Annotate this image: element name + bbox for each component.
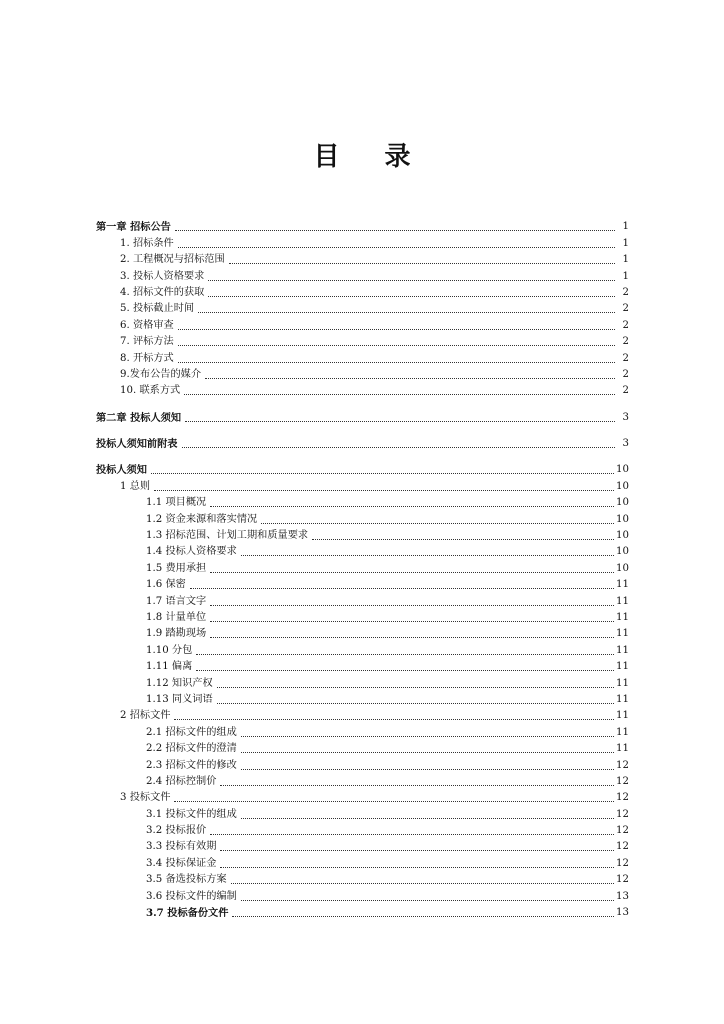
toc-entry-page: 11: [616, 579, 629, 591]
toc-entry-page: 10: [616, 480, 629, 492]
toc-entry[interactable]: [96, 333, 629, 349]
toc-entry-label: 1.13 同义词语: [146, 693, 213, 705]
toc-entry-page: 10: [616, 497, 629, 509]
toc-entry[interactable]: [96, 723, 629, 739]
toc-entry-page: 11: [616, 644, 629, 656]
toc-entry-label: 1.11 偏离: [146, 661, 193, 673]
toc-entry-label: 1.5 费用承担: [146, 562, 207, 574]
toc-dot-leader: [208, 280, 615, 281]
toc-entry-label: 2 招标文件: [120, 710, 171, 722]
toc-entry-page: 2: [622, 303, 629, 315]
toc-entry[interactable]: [96, 871, 629, 887]
toc-entry[interactable]: [96, 251, 629, 267]
toc-entry-page: 10: [616, 562, 629, 574]
page-title: 目 录: [313, 142, 429, 172]
toc-dot-leader: [210, 834, 614, 835]
toc-entry[interactable]: [96, 756, 629, 772]
toc-entry-label: 8. 开标方式: [120, 352, 174, 364]
toc-entry-page: 1: [622, 270, 629, 282]
toc-dot-leader: [220, 785, 614, 786]
toc-entry-page: 11: [616, 743, 629, 755]
toc-entry-page: 13: [616, 890, 629, 902]
table-of-contents: [96, 218, 629, 920]
toc-dot-leader: [178, 362, 615, 363]
toc-entry-page: 1: [622, 254, 629, 266]
toc-dot-leader: [241, 736, 614, 737]
toc-entry[interactable]: [96, 609, 629, 625]
toc-dot-leader: [190, 588, 614, 589]
toc-entry[interactable]: [96, 527, 629, 543]
toc-entry-label: 9.发布公告的媒介: [120, 368, 202, 380]
toc-dot-leader: [232, 916, 614, 917]
toc-entry-label: 第一章 招标公告: [96, 221, 171, 234]
toc-entry-page: 12: [616, 857, 629, 869]
toc-entry-page: 11: [616, 611, 629, 623]
toc-entry-label: 1 总则: [120, 480, 151, 492]
toc-entry-label: 6. 资格审查: [120, 319, 174, 331]
toc-entry-label: 1.12 知识产权: [146, 677, 213, 689]
toc-entry-page: 12: [616, 874, 629, 886]
toc-entry-label: 1.7 语言文字: [146, 595, 207, 607]
toc-entry-label: 3.4 投标保证金: [146, 857, 217, 869]
toc-entry-page: 10: [616, 530, 629, 542]
toc-dot-leader: [210, 506, 614, 507]
toc-entry-label: 2.4 招标控制价: [146, 775, 217, 787]
toc-entry[interactable]: [96, 674, 629, 690]
toc-entry-page: 11: [616, 628, 629, 640]
toc-entry-label: 5. 投标截止时间: [120, 303, 195, 315]
toc-entry-label: 7. 评标方法: [120, 336, 174, 348]
toc-entry[interactable]: [96, 477, 629, 493]
toc-entry[interactable]: [96, 382, 629, 398]
toc-entry-label: 1.6 保密: [146, 579, 186, 591]
toc-entry-page: 12: [616, 841, 629, 853]
toc-dot-leader: [154, 490, 614, 491]
toc-entry[interactable]: [96, 904, 629, 920]
toc-entry-label: 1.1 项目概况: [146, 497, 207, 509]
toc-entry-label: 2.2 招标文件的澄清: [146, 743, 237, 755]
toc-entry-page: 11: [616, 726, 629, 738]
toc-dot-leader: [241, 818, 614, 819]
toc-entry[interactable]: [96, 805, 629, 821]
toc-dot-leader: [261, 523, 614, 524]
toc-entry-label: 1.10 分包: [146, 644, 193, 656]
toc-entry-label: 1.2 资金来源和落实情况: [146, 513, 258, 525]
toc-entry-label: 3.3 投标有效期: [146, 841, 217, 853]
toc-dot-leader: [210, 572, 614, 573]
toc-entry-label: 第二章 投标人须知: [96, 411, 182, 424]
toc-entry-label: 3 投标文件: [120, 792, 171, 804]
toc-dot-leader: [196, 654, 614, 655]
toc-entry-page: 3: [622, 438, 629, 450]
toc-entry[interactable]: [96, 773, 629, 789]
toc-dot-leader: [241, 555, 614, 556]
toc-entry-page: 12: [616, 808, 629, 820]
toc-entry[interactable]: [96, 740, 629, 756]
toc-dot-leader: [205, 378, 615, 379]
toc-entry-label: 2. 工程概况与招标范围: [120, 254, 225, 266]
toc-dot-leader: [241, 769, 614, 770]
toc-entry-label: 1.4 投标人资格要求: [146, 546, 237, 558]
toc-entry[interactable]: [96, 838, 629, 854]
toc-entry-label: 1.9 踏勘现场: [146, 628, 207, 640]
toc-dot-leader: [182, 447, 616, 448]
toc-entry-label: 4. 招标文件的获取: [120, 286, 205, 298]
toc-entry-page: 13: [616, 907, 629, 919]
toc-entry-page: 2: [622, 286, 629, 298]
toc-entry[interactable]: [96, 854, 629, 870]
toc-dot-leader: [151, 473, 614, 474]
toc-entry-page: 1: [622, 237, 629, 249]
toc-entry[interactable]: [96, 576, 629, 592]
toc-dot-leader: [229, 263, 615, 264]
toc-entry-page: 10: [616, 546, 629, 558]
toc-entry-label: 投标人须知前附表: [96, 438, 178, 451]
toc-dot-leader: [220, 850, 614, 851]
toc-entry[interactable]: [96, 641, 629, 657]
toc-entry[interactable]: [96, 822, 629, 838]
toc-entry[interactable]: [96, 267, 629, 283]
toc-dot-leader: [198, 312, 615, 313]
toc-entry-page: 11: [616, 595, 629, 607]
toc-entry-page: 2: [622, 368, 629, 380]
toc-entry-label: 1.8 计量单位: [146, 611, 207, 623]
toc-entry[interactable]: [96, 435, 629, 451]
toc-entry-page: 11: [616, 710, 629, 722]
toc-entry-page: 1: [622, 221, 629, 233]
toc-dot-leader: [210, 621, 614, 622]
toc-dot-leader: [178, 247, 615, 248]
toc-entry[interactable]: [96, 691, 629, 707]
toc-entry-label: 投标人须知: [96, 464, 147, 477]
toc-dot-leader: [174, 801, 614, 802]
toc-entry-page: 3: [622, 411, 629, 423]
toc-dot-leader: [231, 883, 614, 884]
toc-entry-page: 12: [616, 775, 629, 787]
toc-entry[interactable]: [96, 658, 629, 674]
toc-entry-page: 12: [616, 825, 629, 837]
toc-entry[interactable]: [96, 494, 629, 510]
toc-entry[interactable]: [96, 408, 629, 424]
toc-dot-leader: [210, 637, 614, 638]
toc-dot-leader: [208, 296, 615, 297]
toc-entry[interactable]: [96, 349, 629, 365]
toc-entry-label: 3.2 投标报价: [146, 825, 207, 837]
toc-entry-label: 1.3 招标范围、计划工期和质量要求: [146, 530, 309, 542]
toc-entry-page: 12: [616, 792, 629, 804]
toc-entry-label: 3.7 投标备份文件: [146, 907, 229, 920]
toc-dot-leader: [178, 345, 615, 346]
toc-entry[interactable]: [96, 284, 629, 300]
toc-entry[interactable]: [96, 789, 629, 805]
toc-entry-label: 2.3 招标文件的修改: [146, 759, 237, 771]
toc-entry[interactable]: [96, 543, 629, 559]
toc-entry[interactable]: [96, 366, 629, 382]
toc-entry[interactable]: [96, 592, 629, 608]
toc-entry-page: 2: [622, 336, 629, 348]
toc-dot-leader: [175, 230, 615, 231]
toc-entry-page: 10: [616, 464, 629, 476]
toc-entry-label: 3.6 投标文件的编制: [146, 890, 237, 902]
toc-dot-leader: [210, 605, 614, 606]
toc-entry-label: 2.1 招标文件的组成: [146, 726, 237, 738]
toc-dot-leader: [185, 421, 615, 422]
toc-entry-label: 10. 联系方式: [120, 385, 181, 397]
toc-dot-leader: [241, 752, 614, 753]
toc-dot-leader: [217, 703, 614, 704]
toc-entry-page: 2: [622, 352, 629, 364]
toc-dot-leader: [312, 539, 614, 540]
toc-entry[interactable]: [96, 461, 629, 477]
toc-entry[interactable]: [96, 218, 629, 234]
toc-entry[interactable]: [96, 707, 629, 723]
toc-entry-page: 2: [622, 319, 629, 331]
toc-entry-page: 10: [616, 513, 629, 525]
toc-entry[interactable]: [96, 510, 629, 526]
toc-dot-leader: [217, 687, 614, 688]
toc-dot-leader: [184, 394, 615, 395]
toc-entry-label: 3.1 投标文件的组成: [146, 808, 237, 820]
toc-entry[interactable]: [96, 300, 629, 316]
toc-entry[interactable]: [96, 316, 629, 332]
toc-entry[interactable]: [96, 887, 629, 903]
toc-entry[interactable]: [96, 559, 629, 575]
toc-entry-page: 2: [622, 385, 629, 397]
toc-dot-leader: [196, 670, 614, 671]
toc-entry-label: 3.5 备选投标方案: [146, 874, 227, 886]
toc-entry-page: 11: [616, 677, 629, 689]
toc-entry-label: 1. 招标条件: [120, 237, 174, 249]
toc-dot-leader: [178, 329, 615, 330]
toc-entry[interactable]: [96, 625, 629, 641]
toc-entry-page: 11: [616, 693, 629, 705]
toc-dot-leader: [174, 719, 614, 720]
toc-entry[interactable]: [96, 234, 629, 250]
toc-dot-leader: [241, 900, 614, 901]
toc-entry-page: 11: [616, 661, 629, 673]
toc-entry-label: 3. 投标人资格要求: [120, 270, 205, 282]
toc-entry-page: 12: [616, 759, 629, 771]
toc-dot-leader: [220, 867, 614, 868]
